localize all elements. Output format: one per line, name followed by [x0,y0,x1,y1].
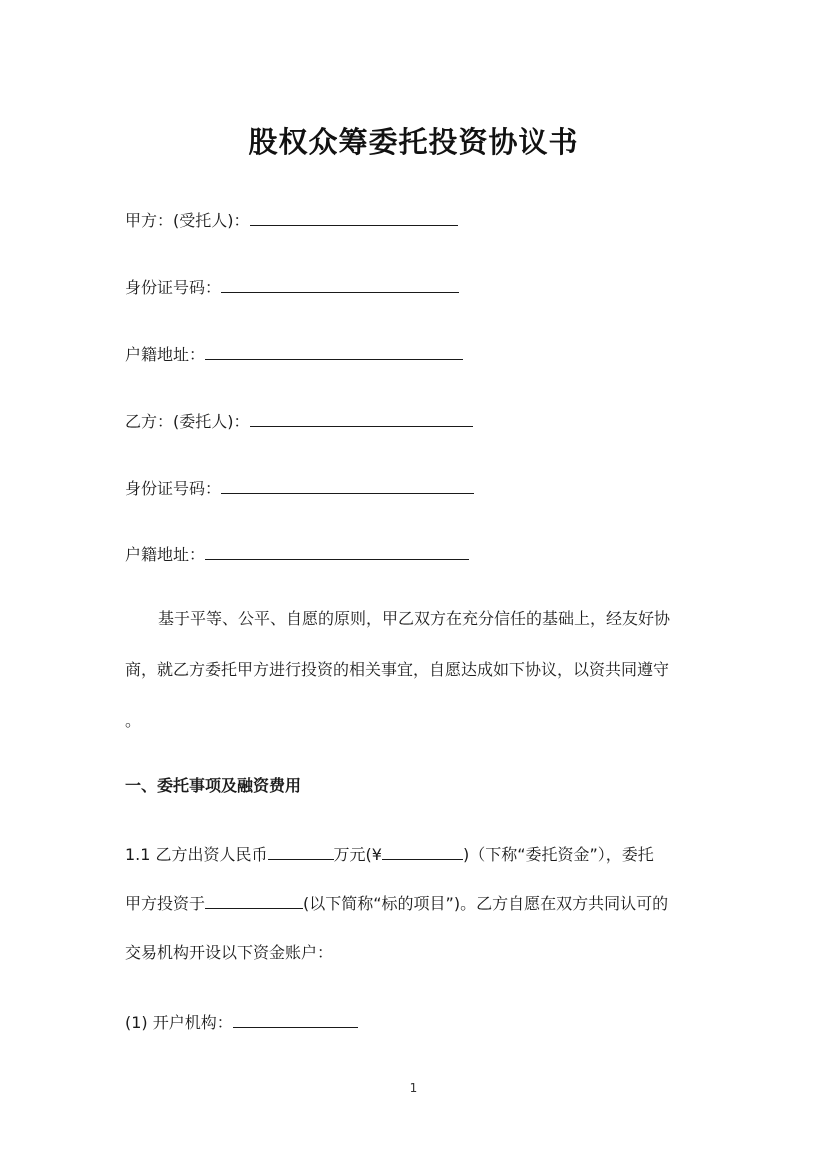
clause-1-1-line1 [125,842,654,866]
party-a-name-blank[interactable] [250,208,458,226]
account-institution-blank[interactable] [233,1010,358,1028]
party-a-address-row [125,342,463,366]
intro-paragraph-line2: 商，就乙方委托甲方进行投资的相关事宜，自愿达成如下协议，以资共同遵守 [125,660,670,679]
clause-1-1-line2 [125,891,668,915]
party-a-id-blank[interactable] [221,275,459,293]
party-b-id-label: 身份证号码： [125,479,222,498]
section-1-heading: 一、委托事项及融资费用 [125,776,302,795]
target-project-blank[interactable] [205,891,303,909]
clause-1-1-text-d: 甲方投资于 [125,894,206,913]
account-institution-label: (1) 开户机构： [125,1013,233,1032]
amount-words-blank[interactable] [268,842,334,860]
clause-1-1-line3: 交易机构开设以下资金账户： [125,943,334,962]
intro-paragraph-line1: 基于平等、公平、自愿的原则，甲乙双方在充分信任的基础上，经友好协 [158,609,671,628]
party-b-address-label: 户籍地址： [125,545,206,564]
page-number: 1 [409,1081,418,1095]
clause-1-1-text-c: )（下称“委托资金”），委托 [462,845,654,864]
party-a-address-blank[interactable] [205,342,463,360]
party-a-label: 甲方：(受托人)： [125,211,250,230]
amount-number-blank[interactable] [382,842,463,860]
party-b-name-blank[interactable] [250,409,473,427]
party-a-address-label: 户籍地址： [125,345,206,364]
party-a-id-row [125,275,459,299]
party-b-id-blank[interactable] [221,476,474,494]
document-title: 股权众筹委托投资协议书 [248,125,579,159]
clause-1-1-text-e: (以下简称“标的项目”)。乙方自愿在双方共同认可的 [303,894,669,913]
party-b-address-blank[interactable] [205,542,469,560]
intro-paragraph-line3: 。 [125,711,142,730]
party-b-label: 乙方：(委托人)： [125,412,250,431]
clause-1-1-text-a: 1.1 乙方出资人民币 [125,845,268,864]
account-item-1 [125,1010,358,1034]
party-b-row [125,409,473,433]
party-a-row [125,208,458,232]
party-b-id-row [125,476,474,500]
party-a-id-label: 身份证号码： [125,278,222,297]
party-b-address-row [125,542,469,566]
clause-1-1-text-b: 万元(¥ [333,845,382,864]
